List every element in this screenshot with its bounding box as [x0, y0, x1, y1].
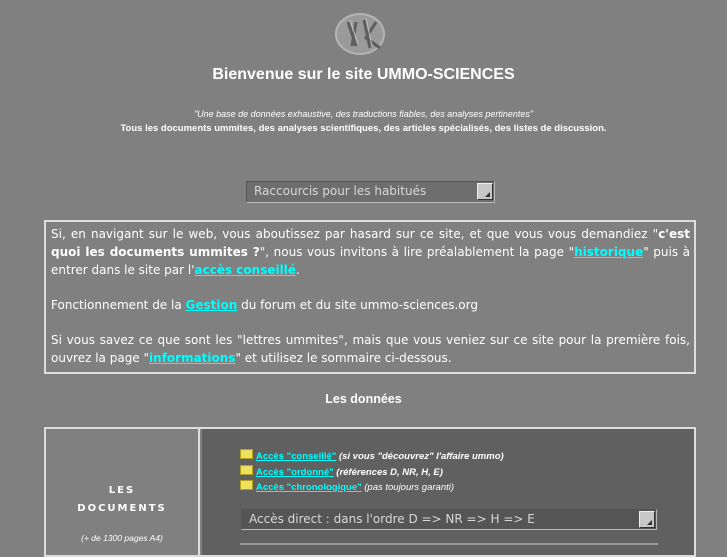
- access-chronologique-link[interactable]: Accès "chronologique": [256, 482, 362, 493]
- informations-link[interactable]: informations: [149, 351, 236, 365]
- shortcuts-select[interactable]: [246, 181, 495, 203]
- access-conseille-link[interactable]: Accès "conseillé": [256, 451, 337, 462]
- intro-bold-question: c'est quoi les documents ummites ?: [51, 227, 690, 259]
- intro-text: ", nous vous invitons à lire préalablement la page ": [259, 245, 575, 259]
- intro-paragraph-1: [51, 225, 690, 279]
- intro-text: Si, en navigant sur le web, vous aboutissez par hasard sur ce site, et que vous vous demandiez ": [51, 227, 659, 241]
- direct-access-select[interactable]: [241, 509, 657, 530]
- page-title: Bienvenue sur le site UMMO-SCIENCES: [212, 66, 515, 83]
- intro-text: " puis à entrer dans le site par l': [51, 245, 691, 277]
- intro-text: Fonctionnement de la: [51, 298, 186, 312]
- access-note: (pas toujours garanti): [361, 482, 455, 493]
- folder-icon: [240, 465, 253, 475]
- section-title: Les données: [325, 392, 402, 406]
- documents-label-cell: [46, 429, 200, 555]
- folder-icon: [240, 449, 253, 459]
- folder-icon: [240, 480, 253, 490]
- historique-link[interactable]: historique: [574, 245, 644, 259]
- dropdown-arrow-icon[interactable]: [639, 511, 655, 528]
- intro-text: .: [295, 263, 300, 277]
- documents-access-panel: [202, 429, 694, 555]
- documents-page-count: (+ de 1300 pages A4): [81, 533, 163, 543]
- tagline: "Une base de données exhaustive, des traductions fiables, des analyses pertinentes": [193, 109, 534, 119]
- documents-label-line2: DOCUMENTS: [77, 503, 167, 514]
- shortcuts-select-value: Raccourcis pour les habitués: [254, 184, 427, 198]
- intro-text: du forum et du site ummo-sciences.org: [237, 298, 478, 312]
- access-note: (si vous "découvrez" l'affaire ummo): [336, 451, 504, 462]
- intro-text: Si vous savez ce que sont les "lettres ummites", mais que vous veniez sur ce site pour la première fois, ouvrez la page ": [51, 333, 690, 365]
- intro-box: [44, 220, 696, 374]
- documents-label-line1: LES: [108, 485, 136, 496]
- intro-paragraph-3: [51, 331, 690, 367]
- direct-access-select-value: Accès direct : dans l'ordre D => NR => H => E: [249, 512, 535, 526]
- intro-text: " et utilisez le sommaire ci-dessous.: [235, 351, 452, 365]
- ummo-logo: [330, 8, 394, 58]
- access-note: (références D, NR, H, E): [333, 467, 443, 478]
- acces-conseille-link[interactable]: accès conseillé: [194, 263, 296, 277]
- dropdown-arrow-icon[interactable]: [477, 183, 493, 200]
- access-item-ordonne: [240, 465, 443, 478]
- access-ordonne-link[interactable]: Accès "ordonné": [256, 467, 334, 478]
- documents-box: [44, 427, 696, 557]
- subtitle: Tous les documents ummites, des analyses scientifiques, des articles spécialisés, des listes de discussion.: [120, 123, 607, 134]
- access-item-chronologique: [240, 480, 454, 493]
- gestion-link[interactable]: Gestion: [185, 298, 238, 312]
- intro-paragraph-2: [51, 296, 690, 314]
- access-item-conseille: [240, 449, 504, 462]
